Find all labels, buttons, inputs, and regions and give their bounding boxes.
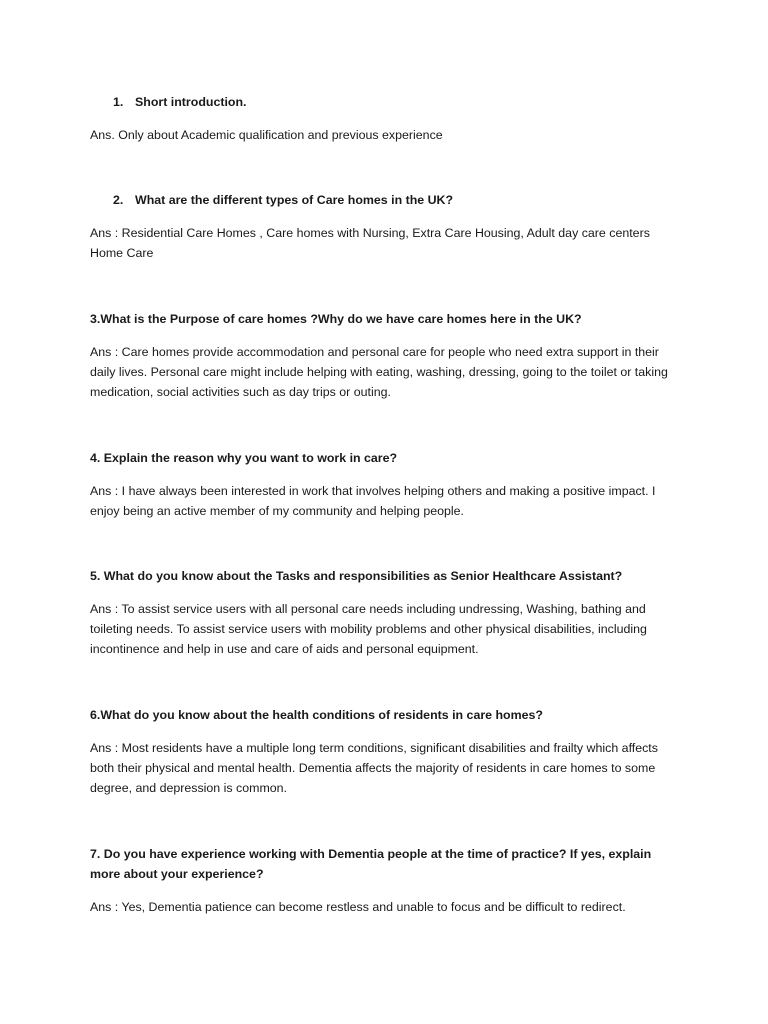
answer-4: Ans : I have always been interested in work that involves helping others and making a positive impact. I enjoy being an active member of my community and helping people.: [90, 484, 656, 518]
question-2-number: 2.: [113, 193, 124, 207]
answer-1: Ans. Only about Academic qualification and previous experience: [90, 128, 443, 142]
question-1-text: Short introduction.: [135, 95, 247, 109]
question-4: 4. Explain the reason why you want to work in care?: [90, 451, 398, 465]
answer-7: Ans : Yes, Dementia patience can become restless and unable to focus and be difficult to redirect.: [90, 900, 626, 914]
answer-5: Ans : To assist service users with all personal care needs including undressing, Washing, bathing and toileting needs. To assist service users with mobility problems and other physical disabilities, including incontinence and help in use and care of aids and personal equipment.: [90, 602, 647, 656]
question-2-text: What are the different types of Care homes in the UK?: [135, 193, 454, 207]
question-7: 7. Do you have experience working with Dementia people at the time of practice? If yes, explain more about your experience?: [90, 847, 652, 881]
answer-6: Ans : Most residents have a multiple long term conditions, significant disabilities and frailty which affects both their physical and mental health. Dementia affects the majority of residents in care homes to some degree, and depression is common.: [90, 741, 658, 795]
answer-2: Ans : Residential Care Homes , Care homes with Nursing, Extra Care Housing, Adult day care centers Home Care: [90, 226, 650, 260]
question-1: [113, 92, 673, 112]
answer-3: Ans : Care homes provide accommodation and personal care for people who need extra support in their daily lives. Personal care might include helping with eating, washing, dressing, going to the toilet or taking medication, social activities such as day trips or outing.: [90, 345, 668, 399]
question-2: [113, 190, 673, 210]
question-5: 5. What do you know about the Tasks and responsibilities as Senior Healthcare Assistant?: [90, 569, 623, 583]
question-1-number: 1.: [113, 95, 124, 109]
question-3: 3.What is the Purpose of care homes ?Why do we have care homes here in the UK?: [90, 312, 582, 326]
question-6: 6.What do you know about the health conditions of residents in care homes?: [90, 708, 543, 722]
